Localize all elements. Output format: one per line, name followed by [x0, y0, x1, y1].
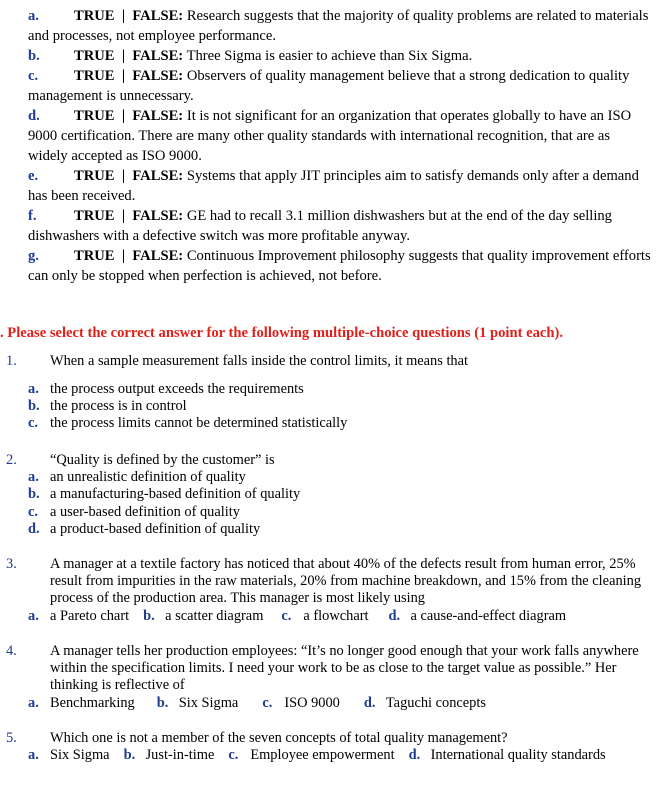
tf-text: GE had to recall 3.1 million dishwashers but at the end of the day selling dishwashers with a defective switch was more profitable anyway.: [28, 208, 612, 244]
option-c[interactable]: c. Employee empowerment: [228, 747, 395, 764]
option-a[interactable]: a. Benchmarking: [28, 694, 135, 711]
option-b[interactable]: b. the process is in control: [28, 398, 187, 415]
tf-text: Three Sigma is easier to achieve than Six Sigma.: [186, 48, 473, 64]
option-c[interactable]: c. the process limits cannot be determined statistically: [28, 415, 348, 432]
tf-letter: a.: [28, 8, 39, 24]
tf-label: TRUE | FALSE:: [74, 48, 184, 64]
tf-text: Systems that apply JIT principles aim to satisfy demands only after a demand has been received.: [28, 168, 639, 204]
option-d[interactable]: d. a cause-and-effect diagram: [388, 607, 567, 624]
option-c[interactable]: c. a flowchart: [281, 607, 369, 624]
question-3: [6, 556, 648, 625]
option-c[interactable]: c. ISO 9000: [262, 694, 340, 711]
option-a[interactable]: a. Six Sigma: [28, 747, 110, 764]
question-stem: 4. A manager tells her production employees: “It’s no longer good enough that your work falls anywhere within the specification limits. I need your work to be as close to the target value as possible.” Her thinking is reflective of: [6, 643, 639, 694]
tf-label: TRUE | FALSE:: [74, 168, 184, 184]
question-1-options: [28, 381, 648, 433]
mc-section-heading: . Please select the correct answer for the following multiple-choice questions (1 point each).: [0, 325, 563, 341]
options-row: [28, 747, 648, 764]
question-stem: 2. “Quality is defined by the customer” is: [6, 452, 275, 468]
tf-letter: e.: [28, 168, 39, 184]
question-5: [6, 730, 648, 764]
tf-letter: c.: [28, 68, 39, 84]
tf-text: It is not significant for an organization that operates globally to have an ISO 9000 certification. There are many other quality standards with international recognition, that are as widely accepted as ISO 9000.: [28, 108, 632, 164]
tf-label: TRUE | FALSE:: [74, 248, 184, 264]
options-row: [28, 695, 648, 712]
tf-item-c: [28, 66, 652, 106]
tf-item-f: [28, 206, 652, 246]
question-2: [6, 452, 648, 538]
option-b[interactable]: b. a manufacturing-based definition of quality: [28, 486, 301, 503]
option-a[interactable]: a. the process output exceeds the requirements: [28, 381, 304, 397]
tf-item-g: [28, 246, 652, 286]
option-d[interactable]: d. a product-based definition of quality: [28, 520, 261, 537]
question-number: 4.: [6, 643, 17, 659]
tf-letter: f.: [28, 208, 37, 224]
tf-text: Research suggests that the majority of quality problems are related to materials and processes, not employee performance.: [28, 8, 649, 44]
option-d[interactable]: d. Taguchi concepts: [363, 694, 486, 711]
tf-label: TRUE | FALSE:: [74, 8, 184, 24]
tf-item-e: [28, 166, 652, 206]
question-stem: 3. A manager at a textile factory has noticed that about 40% of the defects result from human error, 25% result from impurities in the raw materials, 20% from machine breakdown, and 15% from the cleaning process of the production area. This manager is most likely using: [6, 556, 642, 607]
options-row: [28, 608, 648, 625]
option-b[interactable]: b. a scatter diagram: [143, 607, 264, 624]
tf-item-b: [28, 46, 652, 66]
question-stem: 5. Which one is not a member of the seven concepts of total quality management?: [6, 730, 508, 746]
tf-letter: g.: [28, 248, 39, 264]
tf-item-a: [28, 6, 652, 46]
question-number: 5.: [6, 730, 17, 746]
question-number: 2.: [6, 452, 17, 468]
option-a[interactable]: a. a Pareto chart: [28, 607, 130, 624]
question-1: [6, 353, 648, 370]
tf-text: Observers of quality management believe that a strong dedication to quality management is unnecessary.: [28, 68, 630, 104]
option-d[interactable]: d. International quality standards: [408, 747, 606, 764]
option-c[interactable]: c. a user-based definition of quality: [28, 503, 240, 520]
tf-item-d: [28, 106, 652, 166]
tf-label: TRUE | FALSE:: [74, 208, 184, 224]
question-number: 1.: [6, 353, 17, 369]
tf-label: TRUE | FALSE:: [74, 108, 184, 124]
option-b[interactable]: b. Just-in-time: [123, 747, 215, 764]
tf-text: Continuous Improvement philosophy suggests that quality improvement efforts can only be stopped when perfection is achieved, not before.: [28, 248, 651, 284]
question-stem: 1. When a sample measurement falls inside the control limits, it means that: [6, 353, 469, 369]
option-b[interactable]: b. Six Sigma: [156, 694, 239, 711]
option-a[interactable]: a. an unrealistic definition of quality: [28, 469, 246, 486]
tf-letter: b.: [28, 48, 40, 64]
tf-label: TRUE | FALSE:: [74, 68, 184, 84]
question-4: [6, 643, 648, 712]
tf-letter: d.: [28, 108, 40, 124]
question-number: 3.: [6, 556, 17, 572]
